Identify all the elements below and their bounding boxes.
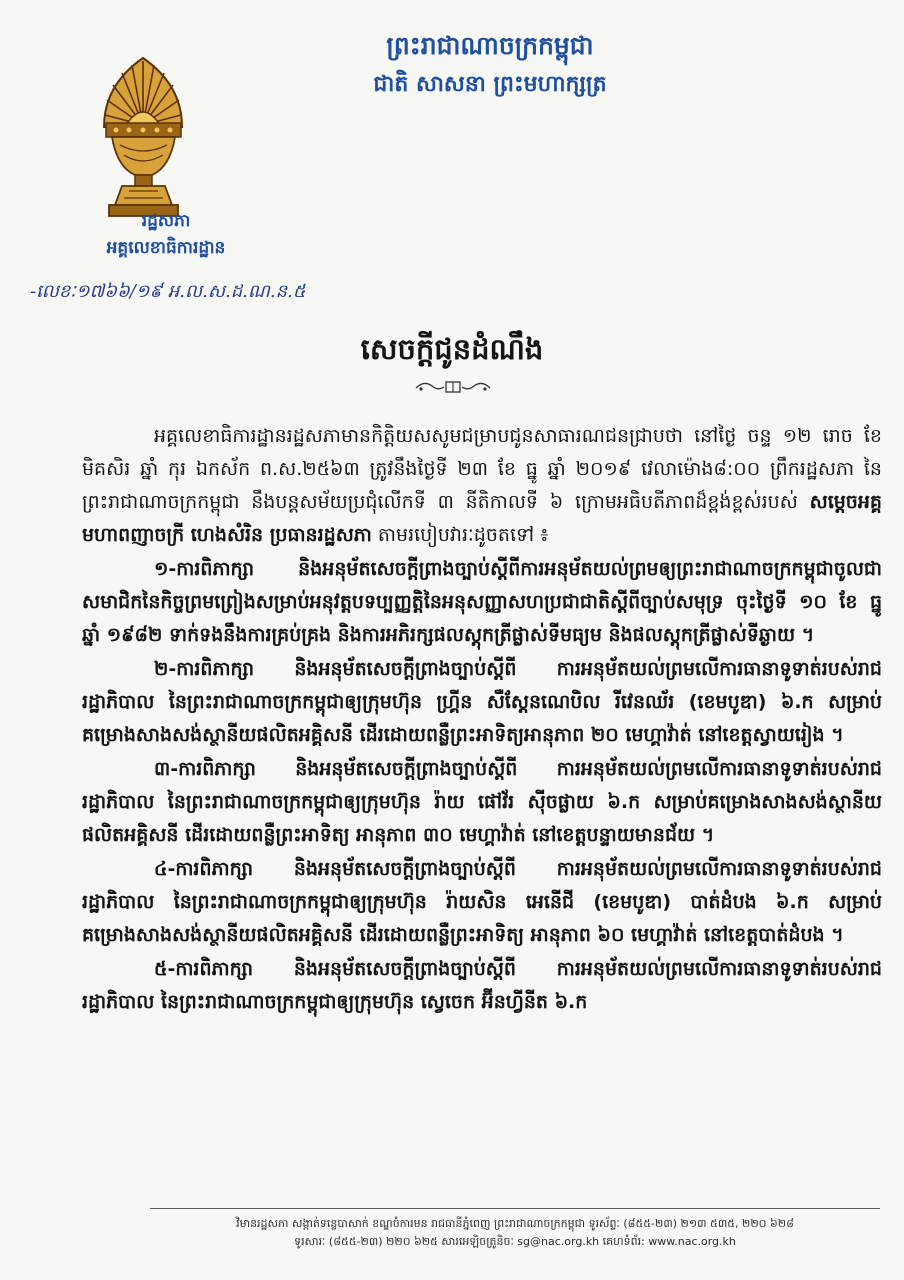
intro-tail: តាមរបៀបវារៈដូចតទៅ ៖ bbox=[371, 524, 549, 546]
notice-body bbox=[82, 420, 882, 1182]
kingdom-title: ព្រះរាជាណាចក្រកម្ពុជា bbox=[386, 31, 594, 60]
footer-contact bbox=[150, 1208, 880, 1261]
intro-paragraph bbox=[82, 420, 882, 552]
agenda-item: ៣-ការពិភាក្សា និងអនុម័តសេចក្តីព្រាងច្បាប់ស្តីពី ការអនុម័តយល់ព្រមលើការធានាទូទាត់របស់រាជរដ្ឋាភិបាល នៃព្រះរាជាណាចក្រកម្ពុជាឲ្យក្រុមហ៊ុន រ៉ាយ ផៅវ័រ ស៊ីចផ្លាយ ៦.ក សម្រាប់គម្រោងសាងសង់ស្ថានីយផលិតអគ្គិសនី ដើរដោយពន្លឺព្រះអាទិត្យ អានុភាព ៣០ មេហ្គាវ៉ាត់ នៅខេត្តបន្ទាយមានជ័យ ។ bbox=[82, 758, 882, 846]
page-title: សេចក្តីជូនដំណឹង bbox=[360, 332, 544, 366]
national-motto: ជាតិ សាសនា ព្រះមហាក្សត្រ bbox=[373, 72, 607, 97]
handwritten-reference-number: -លេខៈ១៧៦៦/១៩ អ.ល.ស.ដ.ណ.ន.៥ bbox=[30, 281, 306, 302]
office-national-assembly: រដ្ឋសភា bbox=[141, 211, 191, 231]
agenda-item: ៥-ការពិភាក្សា និងអនុម័តសេចក្តីព្រាងច្បាប់ស្តីពី ការអនុម័តយល់ព្រមលើការធានាទូទាត់របស់រាជរដ្ឋាភិបាល នៃព្រះរាជាណាចក្រកម្ពុជាឲ្យក្រុមហ៊ុន ស្វេចេក អ៊ីនហ្វីនីត ៦.ក bbox=[82, 958, 882, 1013]
intro-text: អគ្គលេខាធិការដ្ឋានរដ្ឋសភាមានកិត្តិយសសូមជម្រាបជូនសាធារណជនជ្រាបថា នៅថ្ងៃ ចន្ទ ១២ រោច ខែ មិគសិរ ឆ្នាំ កុរ ឯកស័ក ព.ស.២៥៦៣ ត្រូវនឹងថ្ងៃទី ២៣ ខែ ធ្នូ ឆ្នាំ ២០១៩ វេលាម៉ោង៨:០០ ព្រឹករដ្ឋសភា នៃព្រះរាជាណាចក្រកម្ពុជា នឹងបន្តសម័យប្រជុំលើកទី ៣ នីតិកាលទី ៦ ក្រោមអធិបតីភាពដ៏ខ្ពង់ខ្ពស់របស់ bbox=[82, 425, 882, 513]
president-name: សម្តេចអគ្គមហាពញាចក្រី ហេងសំរិន ប្រធានរដ្ឋសភា bbox=[82, 491, 882, 546]
agenda-item: ២-ការពិភាក្សា និងអនុម័តសេចក្តីព្រាងច្បាប់ស្តីពី ការអនុម័តយល់ព្រមលើការធានាទូទាត់របស់រាជរដ្ឋាភិបាល នៃព្រះរាជាណាចក្រកម្ពុជាឲ្យក្រុមហ៊ុន ហ្គ្រីន សឺស្តែនណេបិល រីវេនឈ័រ (ខេមបូឌា) ៦.ក សម្រាប់គម្រោងសាងសង់ស្ថានីយផលិតអគ្គិសនី ដើរដោយពន្លឺព្រះអាទិត្យអានុភាព ២០ មេហ្គាវ៉ាត់ នៅខេត្តស្វាយរៀង ។ bbox=[82, 658, 882, 746]
office-general-secretariat: អគ្គលេខាធិការដ្ឋាន bbox=[106, 238, 226, 258]
footer-fax-email-web: ទូរសារៈ (៨៥៥-២៣) ២២០ ៦២៥ សារអេឡិចត្រូនិចៈ sg@nac.org.kh គេហទំព័រ: www.nac.org.kh bbox=[294, 1235, 736, 1248]
agenda-item: ៤-ការពិភាក្សា និងអនុម័តសេចក្តីព្រាងច្បាប់ស្តីពី ការអនុម័តយល់ព្រមលើការធានាទូទាត់របស់រាជរដ្ឋាភិបាល នៃព្រះរាជាណាចក្រកម្ពុជាឲ្យក្រុមហ៊ុន រ៉ាយសិន អេនើជី (ខេមបូឌា) បាត់ដំបង ៦.ក សម្រាប់គម្រោងសាងសង់ស្ថានីយផលិតអគ្គិសនី ដើរដោយពន្លឺព្រះអាទិត្យ អានុភាព ៦០ មេហ្គាវ៉ាត់ នៅខេត្តបាត់ដំបង ។ bbox=[82, 858, 882, 946]
royal-emblem-icon bbox=[96, 55, 191, 220]
agenda-item: ១-ការពិភាក្សា និងអនុម័តសេចក្តីព្រាងច្បាប់ស្តីពីការអនុម័តយល់ព្រមឲ្យព្រះរាជាណាចក្រកម្ពុជាចូលជាសមាជិកនៃកិច្ចព្រមព្រៀងសម្រាប់អនុវត្តបទប្បញ្ញត្តិនៃអនុសញ្ញាសហប្រជាជាតិស្តីពីច្បាប់សមុទ្រ ចុះថ្ងៃទី ១០ ខែ ធ្នូ ឆ្នាំ ១៩៨២ ទាក់ទងនឹងការគ្រប់គ្រង និងការអភិរក្សផលស្តុកត្រីផ្លាស់ទីមធ្យម និងផលស្តុកត្រីផ្លាស់ទីឆ្ងាយ ។ bbox=[82, 558, 882, 646]
book-flourish-icon bbox=[412, 378, 494, 396]
footer-address: វិមានរដ្ឋសភា សង្កាត់ទន្លេបាសាក់ ខណ្ឌចំការមន រាជធានីភ្នំពេញ ព្រះរាជាណាចក្រកម្ពុជា ទូរស័ព្ទៈ (៨៥៥-២៣) ២១៣ ៥៣៥, ២២០ ៦២៨ bbox=[236, 1217, 794, 1230]
letterhead bbox=[270, 28, 710, 118]
issuing-office bbox=[86, 208, 246, 266]
